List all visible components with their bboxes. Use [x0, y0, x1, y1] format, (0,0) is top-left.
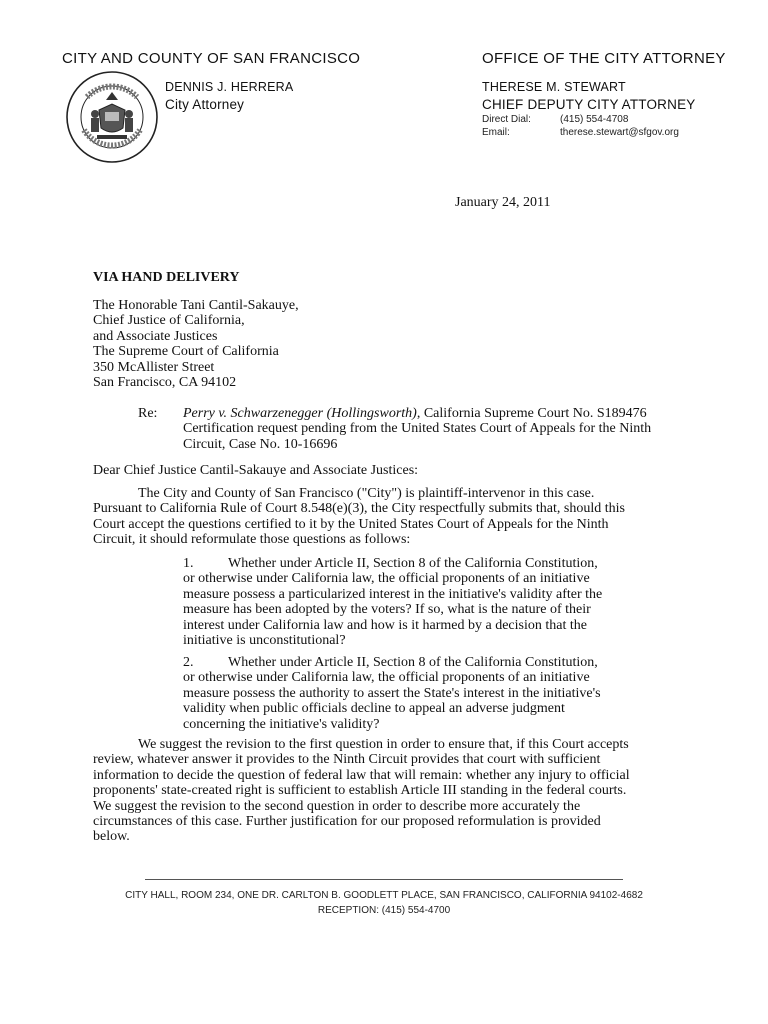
- addressee-line: The Honorable Tani Cantil-Sakauye,: [93, 298, 299, 313]
- closing-paragraph: [93, 737, 630, 845]
- paragraph-line: review, whatever answer it provides to the Ninth Circuit provides that court with sufficient: [93, 752, 601, 768]
- paragraph-line: The City and County of San Francisco ("City") is plaintiff-intervenor in this case.: [138, 486, 595, 501]
- re-label: Re:: [138, 406, 158, 421]
- addressee-line: and Associate Justices: [93, 328, 218, 344]
- case-name: Perry v. Schwarzenegger (Hollingsworth): [183, 406, 417, 421]
- paragraph-line: below.: [93, 829, 130, 845]
- city-attorney-title: City Attorney: [165, 97, 245, 112]
- question-line: measure has been adopted by the voters? If so, what is the nature of their: [183, 602, 591, 618]
- chief-deputy-name: THERESE M. STEWART: [482, 80, 626, 94]
- footer-address: CITY HALL, ROOM 234, ONE DR. CARLTON B. GOODLETT PLACE, SAN FRANCISCO, CALIFORNIA 94102-4682: [125, 890, 643, 901]
- salutation: Dear Chief Justice Cantil-Sakauye and Associate Justices:: [93, 463, 419, 478]
- paragraph-line: circumstances of this case. Further justification for our proposed reformulation is provided: [93, 814, 601, 830]
- paragraph-line: information to decide the question of federal law that will remain: whether any injury to official: [93, 767, 630, 783]
- chief-deputy-title: CHIEF DEPUTY CITY ATTORNEY: [482, 97, 696, 112]
- paragraph-line: Pursuant to California Rule of Court 8.548(e)(3), the City respectfully submits that, should this: [93, 501, 625, 517]
- question-number: 1.: [183, 556, 194, 571]
- question-2: [183, 655, 601, 732]
- question-line: initiative is unconstitutional?: [183, 633, 346, 649]
- question-line: interest under California law and how is it harmed by a decision that the: [183, 617, 587, 633]
- addressee-line: Chief Justice of California,: [93, 313, 245, 329]
- addressee-line: 350 McAllister Street: [93, 359, 215, 375]
- re-line: Certification request pending from the United States Court of Appeals for the Ninth: [183, 421, 652, 437]
- org-name: CITY AND COUNTY OF SAN FRANCISCO: [62, 50, 361, 67]
- question-line: concerning the initiative's validity?: [183, 716, 380, 732]
- paragraph-line: We suggest the revision to the first question in order to ensure that, if this Court accepts: [138, 737, 629, 752]
- letter-date: January 24, 2011: [455, 195, 551, 210]
- question-line: Whether under Article II, Section 8 of the California Constitution,: [228, 655, 598, 670]
- paragraph-line: proponents' state-created right is sufficient to establish Article III standing in the federal courts.: [93, 783, 627, 799]
- addressee-block: [93, 298, 299, 390]
- question-1: [183, 556, 602, 648]
- question-line: or otherwise under California law, the official proponents of an initiative: [183, 571, 590, 587]
- email-link[interactable]: therese.stewart@sfgov.org: [560, 127, 679, 138]
- office-name: OFFICE OF THE CITY ATTORNEY: [482, 50, 726, 67]
- direct-dial-label: Direct Dial:: [482, 114, 531, 125]
- paragraph-line: We suggest the revision to the second question in order to describe more accurately the: [93, 798, 581, 814]
- addressee-line: The Supreme Court of California: [93, 344, 279, 360]
- re-block: [183, 406, 651, 452]
- re-line: Circuit, Case No. 10-16696: [183, 436, 338, 452]
- paragraph-line: Circuit, it should reformulate those questions as follows:: [93, 532, 411, 548]
- city-seal-icon: [65, 70, 159, 164]
- addressee-line: San Francisco, CA 94102: [93, 375, 237, 391]
- footer-divider: [145, 879, 623, 880]
- city-attorney-name: DENNIS J. HERRERA: [165, 80, 294, 94]
- paragraph-line: Court accept the questions certified to it by the United States Court of Appeals for the Ninth: [93, 516, 609, 532]
- email-label: Email:: [482, 127, 510, 138]
- intro-paragraph: [93, 486, 633, 548]
- question-line: or otherwise under California law, the official proponents of an initiative: [183, 670, 590, 686]
- delivery-method: VIA HAND DELIVERY: [93, 270, 240, 285]
- footer-reception: RECEPTION: (415) 554-4700: [317, 905, 451, 916]
- question-line: measure possess the authority to assert the State's interest in the initiative's: [183, 685, 601, 701]
- question-line: measure possess a particularized interest in the initiative's validity after the: [183, 586, 603, 602]
- question-line: validity when public officials decline to appeal an adverse judgment: [183, 701, 565, 717]
- question-number: 2.: [183, 655, 194, 670]
- direct-dial-value: (415) 554-4708: [560, 114, 629, 125]
- case-court-number: , California Supreme Court No. S189476: [416, 406, 647, 421]
- question-line: Whether under Article II, Section 8 of the California Constitution,: [228, 556, 598, 571]
